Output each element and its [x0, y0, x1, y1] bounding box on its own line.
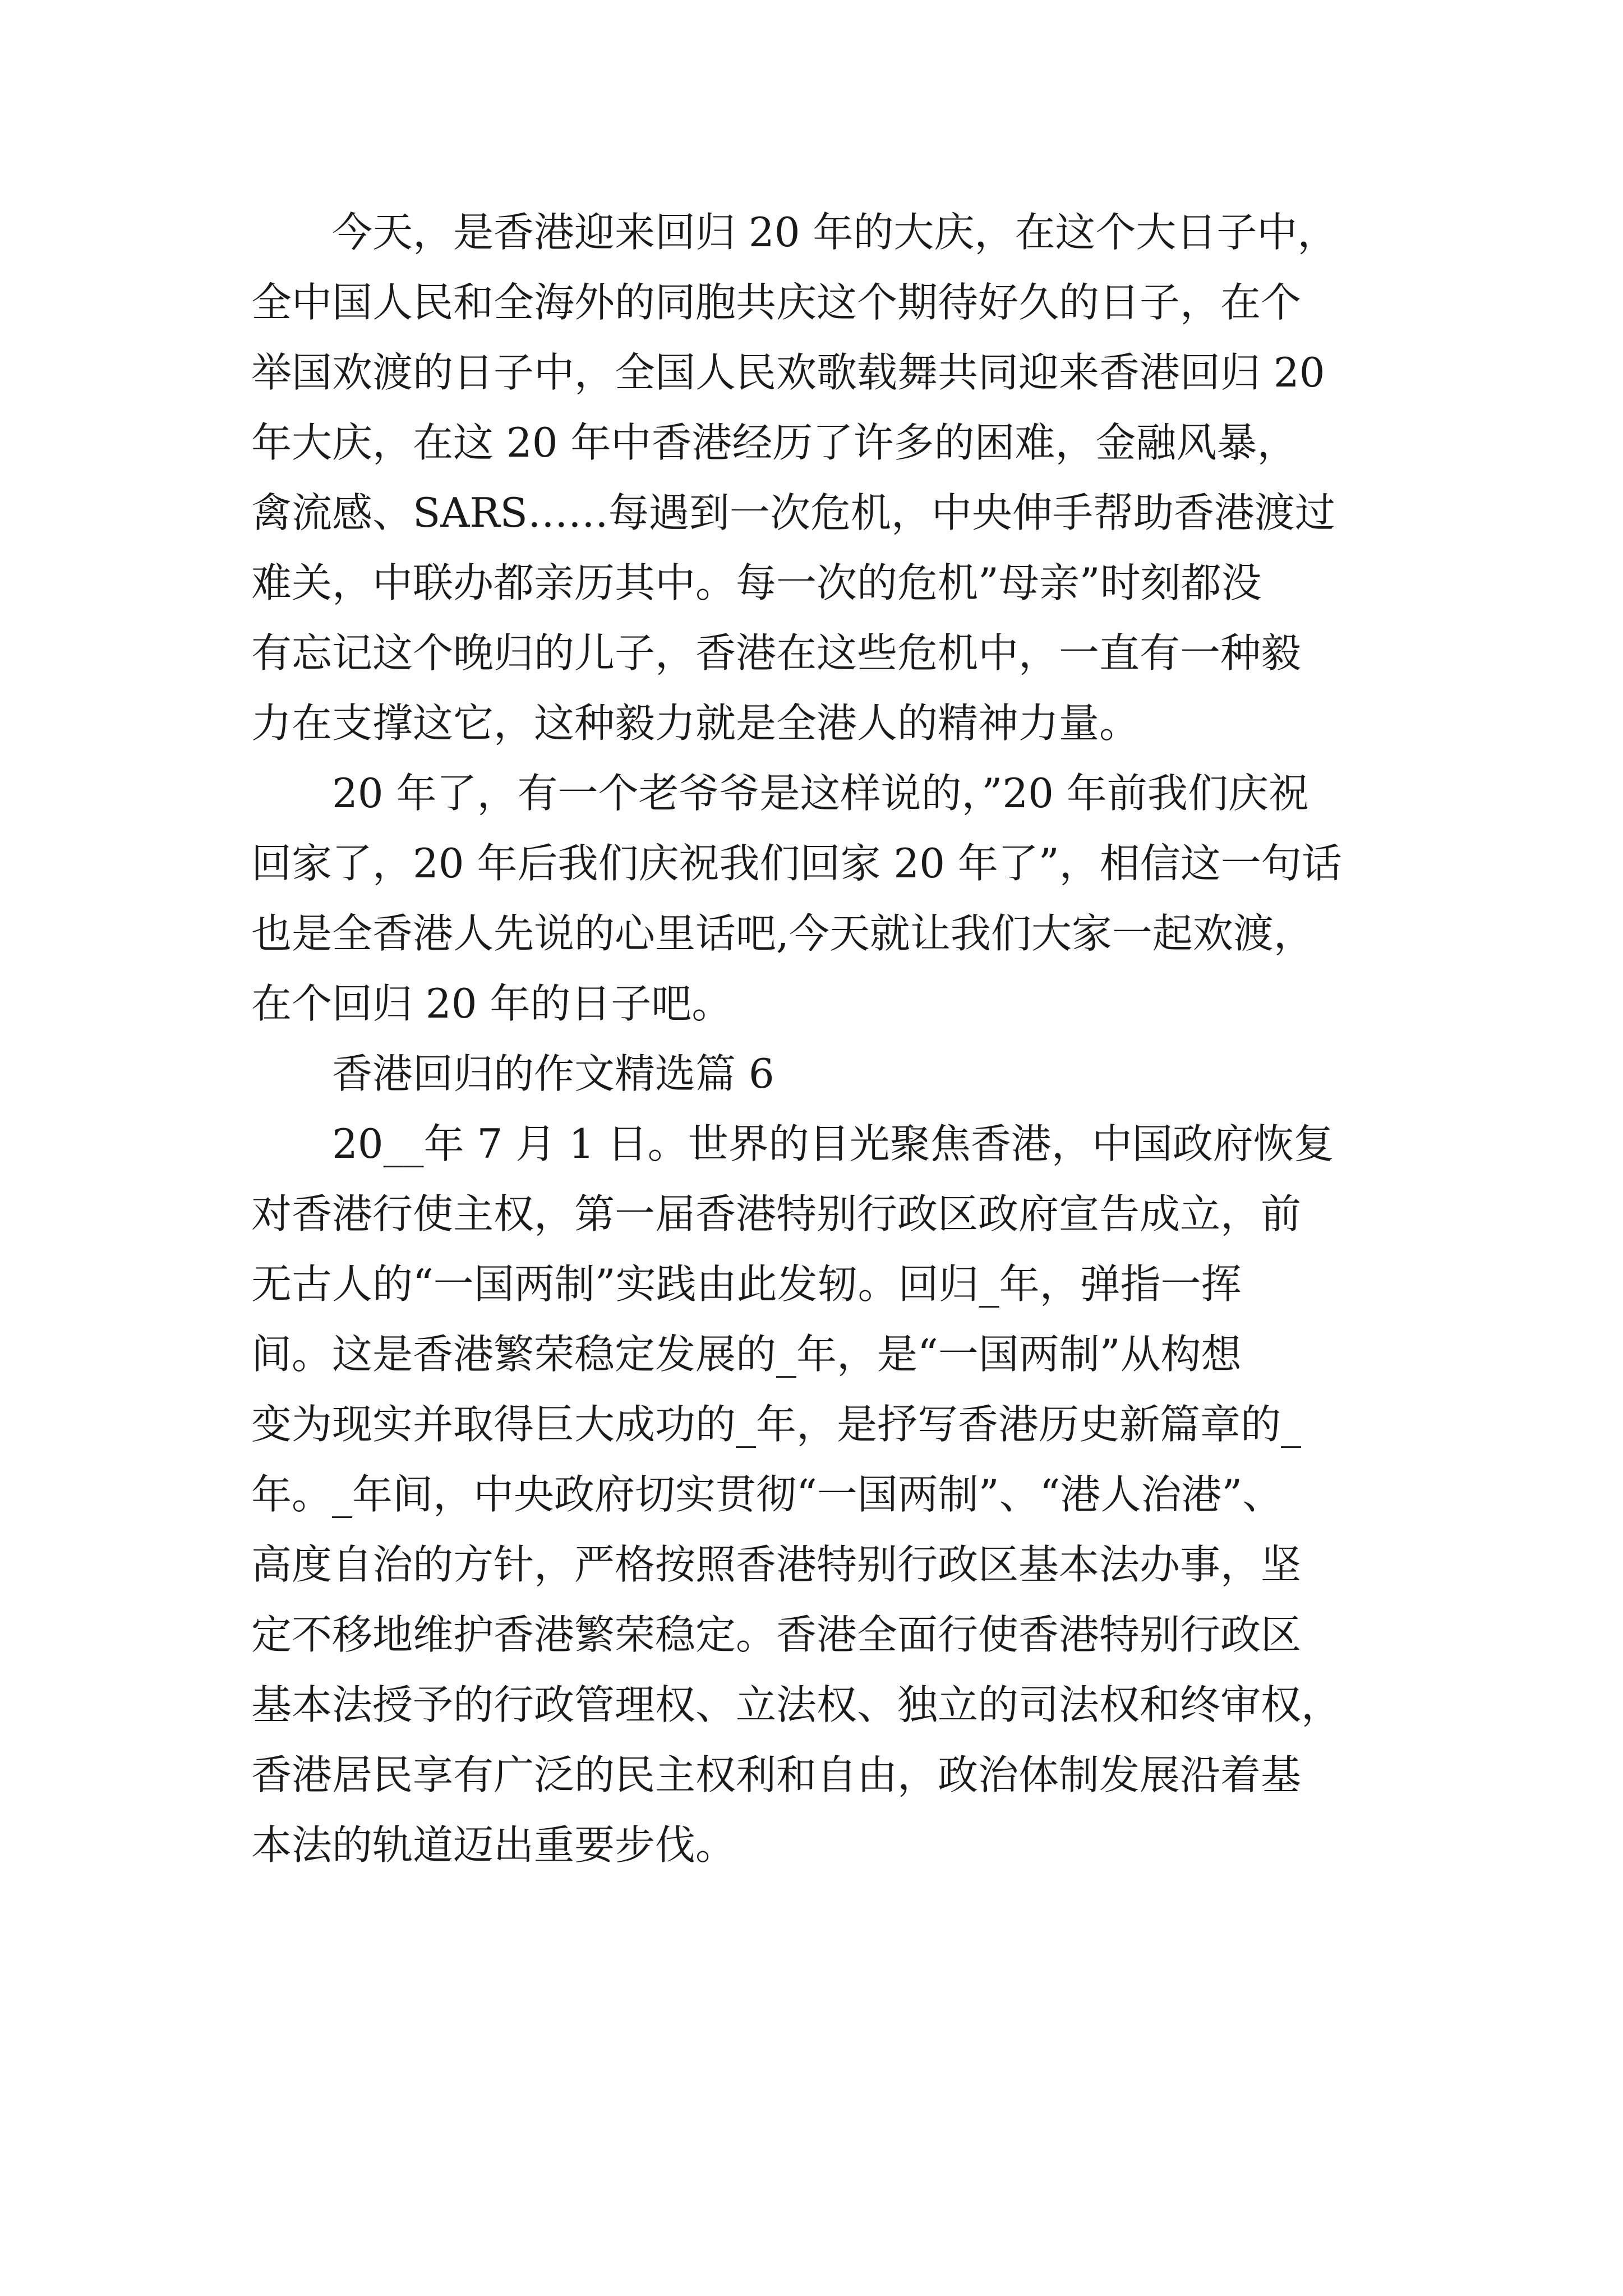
text-line: 难关，中联办都亲历其中。每一次的危机”母亲”时刻都没 [251, 559, 1262, 606]
text-line: 有忘记这个晚归的儿子，香港在这些危机中，一直有一种毅 [251, 629, 1302, 677]
text-line: 无古人的“一国两制”实践由此发轫。回归_年，弹指一挥 [251, 1260, 1242, 1308]
text-line: 对香港行使主权，第一届香港特别行政区政府宣告成立，前 [251, 1190, 1302, 1237]
text-line: 定不移地维护香港繁荣稳定。香港全面行使香港特别行政区 [251, 1611, 1302, 1658]
document-body [251, 197, 1407, 1880]
text-line: 香港居民享有广泛的民主权利和自由，政治体制发展沿着基 [251, 1751, 1302, 1798]
text-line: 间。这是香港繁荣稳定发展的_年，是“一国两制”从构想 [251, 1331, 1242, 1378]
text-line: 回家了，20 年后我们庆祝我们回家 20 年了”，相信这一句话 [251, 840, 1342, 887]
text-line: 今天，是香港迎来回归 20 年的大庆，在这个大日子中， [332, 209, 1338, 256]
text-line: 力在支撑这它，这种毅力就是全港人的精神力量。 [251, 700, 1140, 747]
text-line: 20 年了，有一个老爷爷是这样说的，”20 年前我们庆祝 [332, 770, 1309, 817]
text-line: 高度自治的方针，严格按照香港特别行政区基本法办事，坚 [251, 1541, 1302, 1588]
text-line: 本法的轨道迈出重要步伐。 [251, 1821, 736, 1869]
section-heading: 香港回归的作文精选篇 6 [332, 1050, 774, 1097]
text-line: 全中国人民和全海外的同胞共庆这个期待好久的日子，在个 [251, 279, 1302, 326]
text-line: 举国欢渡的日子中，全国人民欢歌载舞共同迎来香港回归 20 [251, 349, 1325, 396]
text-line: 禽流感、SARS……每遇到一次危机，中央伸手帮助香港渡过 [251, 489, 1335, 536]
text-line: 基本法授予的行政管理权、立法权、独立的司法权和终审权， [251, 1681, 1342, 1728]
text-line: 也是全香港人先说的心里话吧,今天就让我们大家一起欢渡， [251, 910, 1314, 957]
text-line: 在个回归 20 年的日子吧。 [251, 980, 732, 1027]
text-line: 年大庆，在这 20 年中香港经历了许多的困难，金融风暴， [251, 419, 1298, 466]
text-line: 20__年 7 月 1 日。世界的目光聚焦香港，中国政府恢复 [332, 1120, 1334, 1167]
text-line: 年。_年间，中央政府切实贯彻“一国两制”、“港人治港”、 [251, 1471, 1283, 1518]
text-line: 变为现实并取得巨大成功的_年，是抒写香港历史新篇章的_ [251, 1401, 1302, 1448]
